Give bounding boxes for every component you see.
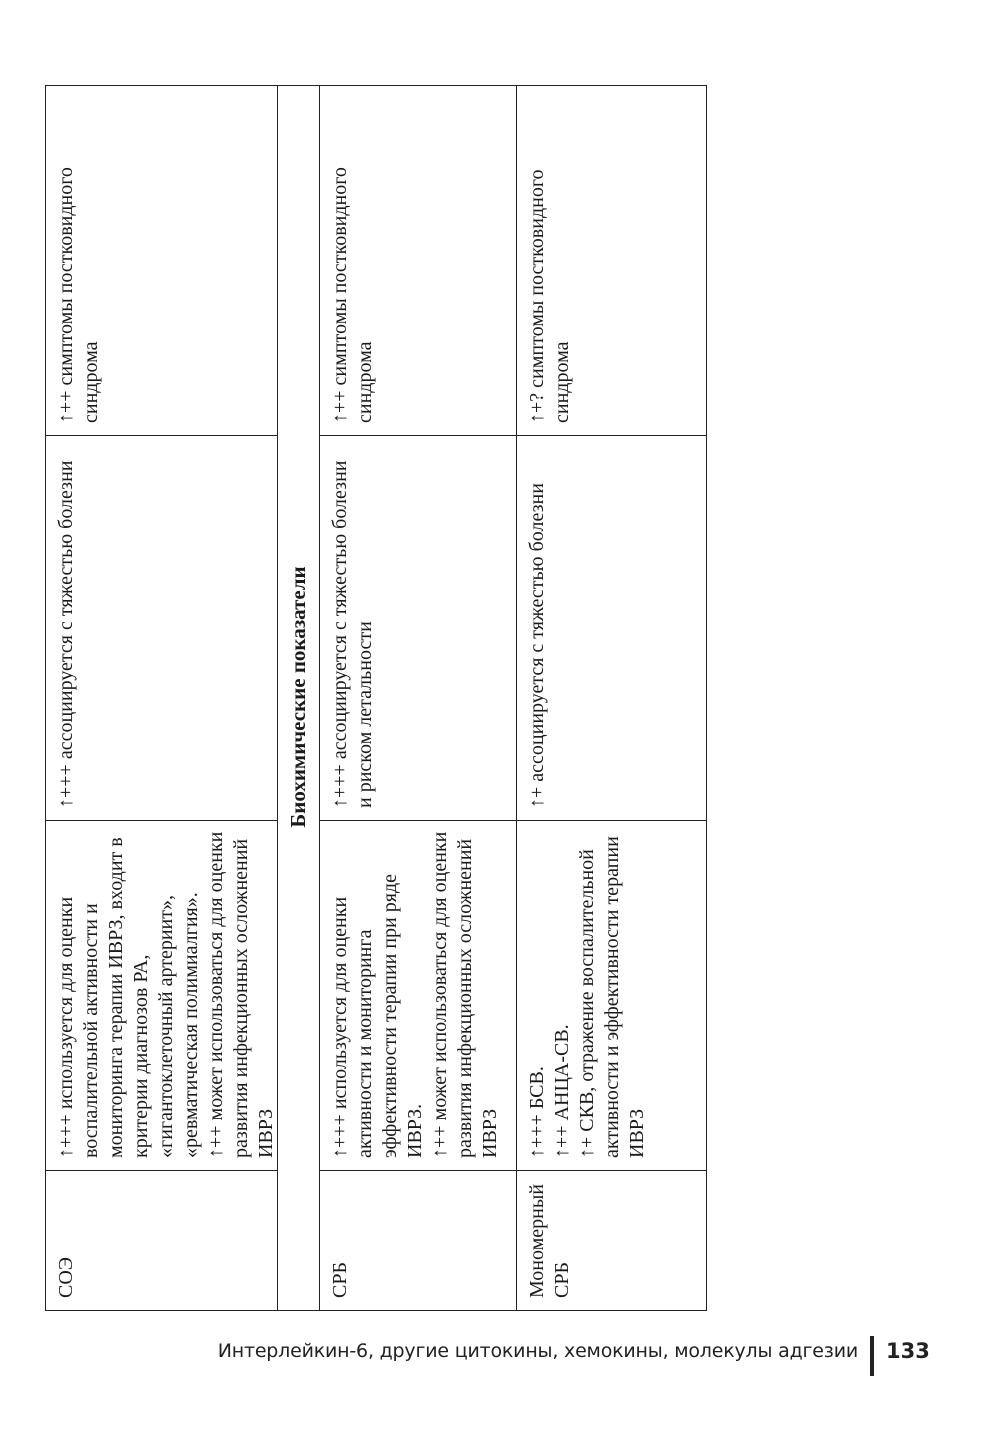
table-row-soe [46, 85, 278, 1310]
footer-divider [870, 1336, 874, 1376]
cell-postcovid: ↑++ симптомы постковидного синдрома [329, 167, 376, 423]
cell-indicator-name: Мономерный СРБ [517, 1170, 707, 1310]
cell-clinical-use: ↑+++ БСВ. ↑++ АНЦА-СВ. ↑+ СКВ, отражение воспалительной активности и эффективности терапии ИВРЗ [517, 820, 707, 1170]
cell-covid-association: ↑+ ассоциируется с тяжестью болезни [517, 435, 707, 820]
cell-clinical-use: ↑+++ используется для оценки активности и мониторинга эффективности терапии при ряде ИВРЗ. ↑++ может использоваться для оценки развития инфекционных осложнений ИВРЗ [320, 820, 516, 1170]
page-footer [0, 1336, 1000, 1376]
running-title: Интерлейкин-6, другие цитокины, хемокины, молекулы адгезии [217, 1340, 858, 1362]
cell-clinical-use: ↑+++ используется для оценки воспалительной активности и мониторинга терапии ИВРЗ, входит в критерии диагнозов РА, «гигантоклеточный артериит», «ревматическая полимиалгия». ↑++ может использоваться для оценки развития инфекционных осложнений ИВРЗ [46, 820, 277, 1170]
page-number: 133 [886, 1339, 930, 1363]
section-header: Биохимические показатели [278, 85, 320, 1310]
rotated-table-wrapper [45, 85, 707, 1311]
cell-postcovid: ↑++ симптомы постковидного синдрома [55, 167, 102, 423]
table-row-crp [320, 85, 517, 1310]
cell-indicator-name: СОЭ [46, 1170, 277, 1310]
cell-covid-association: ↑+++ ассоциируется с тяжестью болезни [46, 435, 277, 820]
cell-indicator-name: СРБ [320, 1170, 516, 1310]
cell-covid-association: ↑+++ ассоциируется с тяжестью болезни и риском летальности [320, 435, 516, 820]
data-table [45, 85, 707, 1311]
table-row-monomeric-crp [517, 85, 707, 1310]
cell-postcovid: ↑+? симптомы постковидного синдрома [526, 169, 573, 423]
